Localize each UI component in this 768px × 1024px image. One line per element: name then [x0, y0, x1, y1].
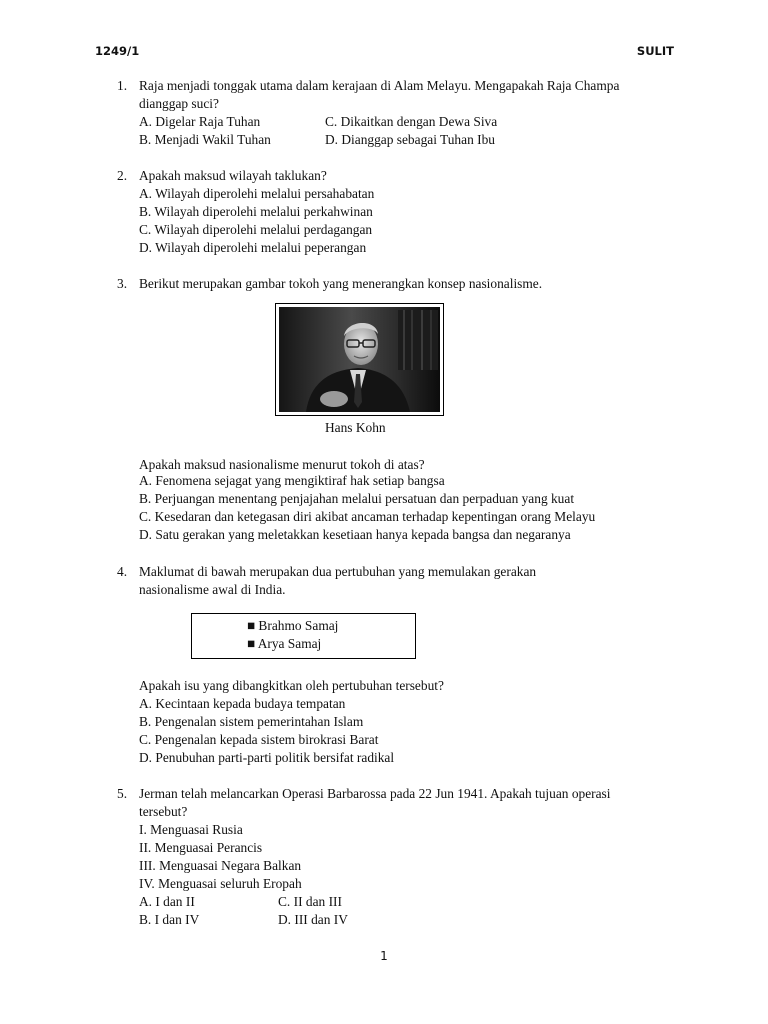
question-number: 2. — [117, 168, 128, 183]
question-stem: Apakah maksud wilayah taklukan? — [139, 168, 327, 183]
classification-label: SULIT — [636, 44, 674, 58]
option-a: A. Wilayah diperolehi melalui persahabatan — [139, 186, 375, 201]
option-b: B. Perjuangan menentang penjajahan melalui persatuan dan perpaduan yang kuat — [139, 491, 575, 506]
statement-item: I. Menguasai Rusia — [139, 822, 243, 837]
question-number: 5. — [117, 786, 128, 801]
option-a: A. Fenomena sejagat yang mengiktiraf hak setiap bangsa — [139, 473, 445, 488]
photo-caption: Hans Kohn — [325, 420, 386, 435]
option-a: A. Kecintaan kepada budaya tempatan — [139, 696, 346, 711]
option-d: D. III dan IV — [278, 912, 348, 927]
page-number: 1 — [380, 949, 388, 963]
question-stem: Apakah maksud nasionalisme menurut tokoh di atas? — [139, 457, 425, 472]
question-stem: tersebut? — [139, 804, 188, 819]
hans-kohn-photo — [275, 303, 444, 416]
option-b: B. Pengenalan sistem pemerintahan Islam — [139, 714, 364, 729]
question-intro: nasionalisme awal di India. — [139, 582, 286, 597]
question-intro: Maklumat di bawah merupakan dua pertubuhan yang memulakan gerakan — [139, 564, 537, 579]
box-item: ■ Arya Samaj — [247, 636, 322, 651]
statement-item: IV. Menguasai seluruh Eropah — [139, 876, 302, 891]
option-c: C. Pengenalan kepada sistem birokrasi Barat — [139, 732, 379, 747]
box-item: ■ Brahmo Samaj — [247, 618, 339, 633]
option-a: A. Digelar Raja Tuhan — [139, 114, 261, 129]
question-intro: Berikut merupakan gambar tokoh yang menerangkan konsep nasionalisme. — [139, 276, 543, 291]
option-a: A. I dan II — [139, 894, 195, 909]
option-d: D. Dianggap sebagai Tuhan Ibu — [325, 132, 495, 147]
paper-code: 1249/1 — [95, 44, 140, 58]
option-c: C. Dikaitkan dengan Dewa Siva — [325, 114, 498, 129]
option-c: C. Kesedaran dan ketegasan diri akibat ancaman terhadap kepentingan orang Melayu — [139, 509, 596, 524]
option-d: D. Wilayah diperolehi melalui peperangan — [139, 240, 367, 255]
option-c: C. Wilayah diperolehi melalui perdagangan — [139, 222, 373, 237]
statement-item: II. Menguasai Perancis — [139, 840, 263, 855]
question-stem: dianggap suci? — [139, 96, 219, 111]
question-number: 3. — [117, 276, 128, 291]
option-b: B. Menjadi Wakil Tuhan — [139, 132, 271, 147]
question-stem: Apakah isu yang dibangkitkan oleh pertubuhan tersebut? — [139, 678, 444, 693]
option-b: B. I dan IV — [139, 912, 200, 927]
question-number: 4. — [117, 564, 128, 579]
question-stem: Jerman telah melancarkan Operasi Barbarossa pada 22 Jun 1941. Apakah tujuan operasi — [139, 786, 611, 801]
option-b: B. Wilayah diperolehi melalui perkahwinan — [139, 204, 373, 219]
question-number: 1. — [117, 78, 128, 93]
question-stem: Raja menjadi tonggak utama dalam kerajaan di Alam Melayu. Mengapakah Raja Champa — [139, 78, 620, 93]
option-d: D. Satu gerakan yang meletakkan kesetiaan hanya kepada bangsa dan negaranya — [139, 527, 571, 542]
option-d: D. Penubuhan parti-parti politik bersifat radikal — [139, 750, 395, 765]
option-c: C. II dan III — [278, 894, 342, 909]
portrait-image — [276, 304, 443, 415]
statement-item: III. Menguasai Negara Balkan — [139, 858, 302, 873]
